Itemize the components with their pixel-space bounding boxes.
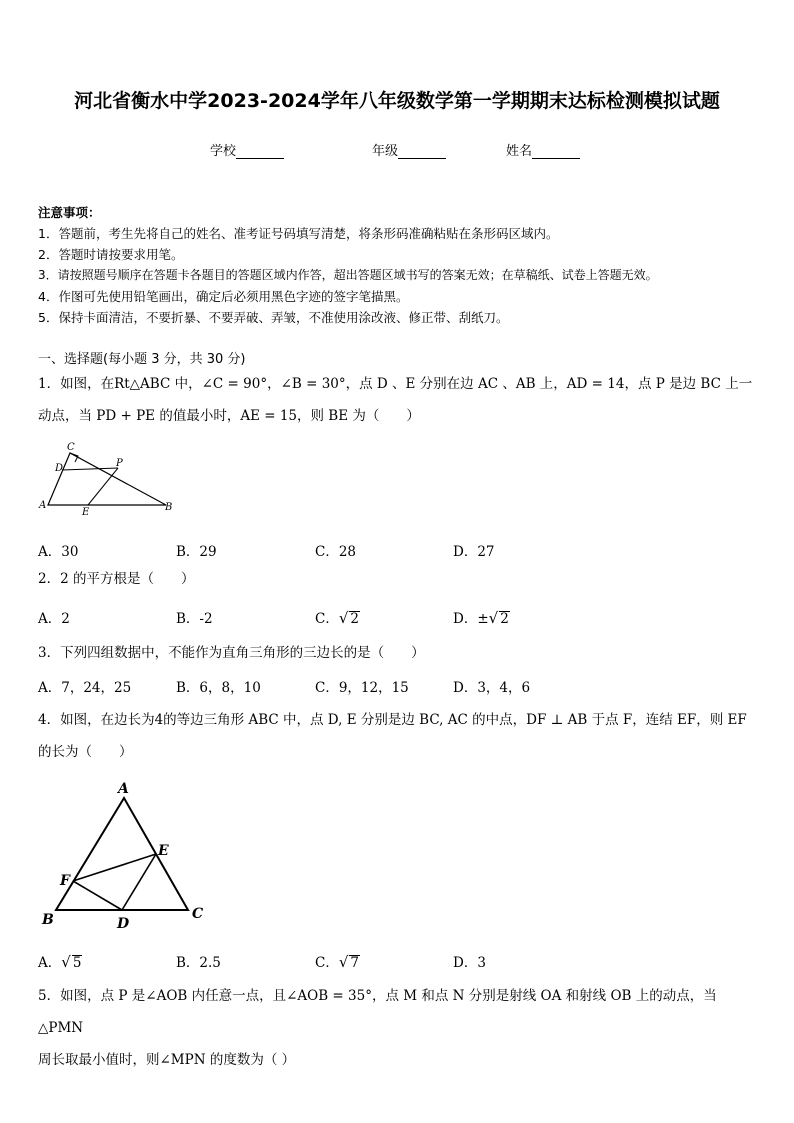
notice-item: 5．保持卡面清洁，不要折暴、不要弄破、弄皱，不准使用涂改液、修正带、刮纸刀。 — [38, 310, 509, 325]
question-5-line-1: 5．如图，点 P 是∠AOB 内任意一点，且∠AOB = 35°，点 M 和点 N 分别是射线 OA 和射线 OB 上的动点，当△PMN — [38, 988, 717, 1036]
school-field[interactable] — [210, 140, 284, 159]
label-d: D — [117, 916, 130, 932]
option-a[interactable]: A．30 — [38, 544, 79, 560]
sqrt-icon: √ — [338, 953, 349, 971]
option-c-label: C． — [315, 611, 339, 627]
school-label: 学校 — [210, 144, 237, 159]
label-f: F — [60, 873, 70, 889]
segment-ef — [73, 854, 156, 881]
option-b[interactable]: B．6，8，10 — [176, 680, 261, 696]
label-c: C — [67, 442, 75, 453]
right-angle-mark — [70, 453, 78, 462]
option-d[interactable]: D．3，4，6 — [453, 680, 531, 696]
section-heading: 一、选择题(每小题 3 分，共 30 分) — [38, 352, 246, 367]
option-a-label: A． — [38, 955, 62, 971]
segment-df — [73, 881, 122, 910]
notice-item: 2．答题时请按要求用笔。 — [38, 247, 184, 262]
grade-label: 年级 — [372, 144, 399, 159]
label-c: C — [192, 906, 204, 922]
option-d[interactable]: D．27 — [453, 544, 495, 560]
option-d[interactable]: D．3 — [453, 955, 486, 971]
label-a: A — [118, 781, 129, 797]
label-b: B — [42, 912, 54, 928]
question-3: 3．下列四组数据中，不能作为直角三角形的三边长的是（ ） — [38, 645, 425, 661]
sqrt-icon: √ — [338, 609, 349, 627]
name-label: 姓名 — [506, 144, 533, 159]
question-5 — [38, 980, 760, 1076]
question-1-figure — [36, 440, 186, 520]
notice-item: 1．答题前，考生先将自己的姓名、准考证号码填写清楚，将条形码准确粘贴在条形码区域内。 — [38, 226, 559, 241]
label-a: A — [39, 500, 47, 511]
sqrt-icon: √ — [488, 609, 499, 627]
option-c-radicand: 7 — [350, 955, 359, 971]
school-blank[interactable] — [236, 145, 284, 159]
segment-de — [122, 854, 156, 910]
option-c[interactable] — [315, 607, 360, 627]
question-1 — [38, 368, 760, 432]
label-p: P — [116, 458, 123, 469]
label-b: B — [165, 502, 173, 513]
label-e: E — [158, 843, 169, 859]
option-d[interactable] — [453, 607, 510, 627]
question-4-figure — [36, 778, 216, 938]
option-c[interactable]: C．28 — [315, 544, 357, 560]
option-c-label: C． — [315, 955, 339, 971]
segment-dp — [62, 468, 118, 470]
notice-item: 3．请按照题号顺序在答题卡各题目的答题区域内作答，超出答题区域书写的答案无效；在草稿纸、试卷上答题无效。 — [38, 268, 658, 282]
question-1-line-1: 1．如图，在Rt△ABC 中，∠C = 90°，∠B = 30°，点 D 、E 分别在边 AC 、AB 上，AD = 14，点 P 是边 BC 上一 — [38, 376, 753, 392]
question-1-line-2: 动点，当 PD + PE 的值最小时，AE = 15，则 BE 为（ ） — [38, 408, 420, 424]
option-b[interactable]: B．29 — [176, 544, 217, 560]
option-a[interactable] — [38, 951, 82, 971]
option-c[interactable] — [315, 951, 360, 971]
triangle-abc — [48, 453, 166, 505]
notice-heading: 注意事项： — [38, 205, 101, 220]
question-2: 2．2 的平方根是（ ） — [38, 571, 195, 587]
option-d-radicand: 2 — [500, 611, 509, 627]
page-title: 河北省衡水中学2023-2024学年八年级数学第一学期期末达标检测模拟试题 — [74, 90, 720, 112]
option-a-radicand: 5 — [72, 955, 82, 971]
sqrt-icon: √ — [61, 953, 71, 971]
option-a[interactable]: A．2 — [38, 611, 70, 627]
grade-blank[interactable] — [398, 145, 446, 159]
option-d-label: D．± — [453, 611, 489, 627]
option-b[interactable]: B．2.5 — [176, 955, 221, 971]
question-5-line-2: 周长取最小值时，则∠MPN 的度数为（ ） — [38, 1052, 296, 1068]
name-field[interactable] — [506, 140, 580, 159]
option-b[interactable]: B．-2 — [176, 611, 213, 627]
question-4-line-1: 4．如图，在边长为4的等边三角形 ABC 中，点 D, E 分别是边 BC, AC 的中点，DF ⊥ AB 于点 F，连结 EF，则 EF — [38, 712, 747, 728]
notice-item: 4．作图可先使用铅笔画出，确定后必须用黑色字迹的签字笔描黑。 — [38, 289, 409, 304]
label-e: E — [82, 507, 90, 518]
option-a[interactable]: A．7，24，25 — [38, 680, 132, 696]
segment-pe — [88, 468, 118, 505]
question-4-line-2: 的长为（ ） — [38, 744, 133, 760]
option-c[interactable]: C．9，12，15 — [315, 680, 409, 696]
question-4 — [38, 704, 760, 768]
grade-field[interactable] — [372, 140, 446, 159]
notice-block — [38, 202, 768, 328]
name-blank[interactable] — [532, 145, 580, 159]
option-c-radicand: 2 — [350, 611, 359, 627]
label-d: D — [55, 463, 64, 474]
